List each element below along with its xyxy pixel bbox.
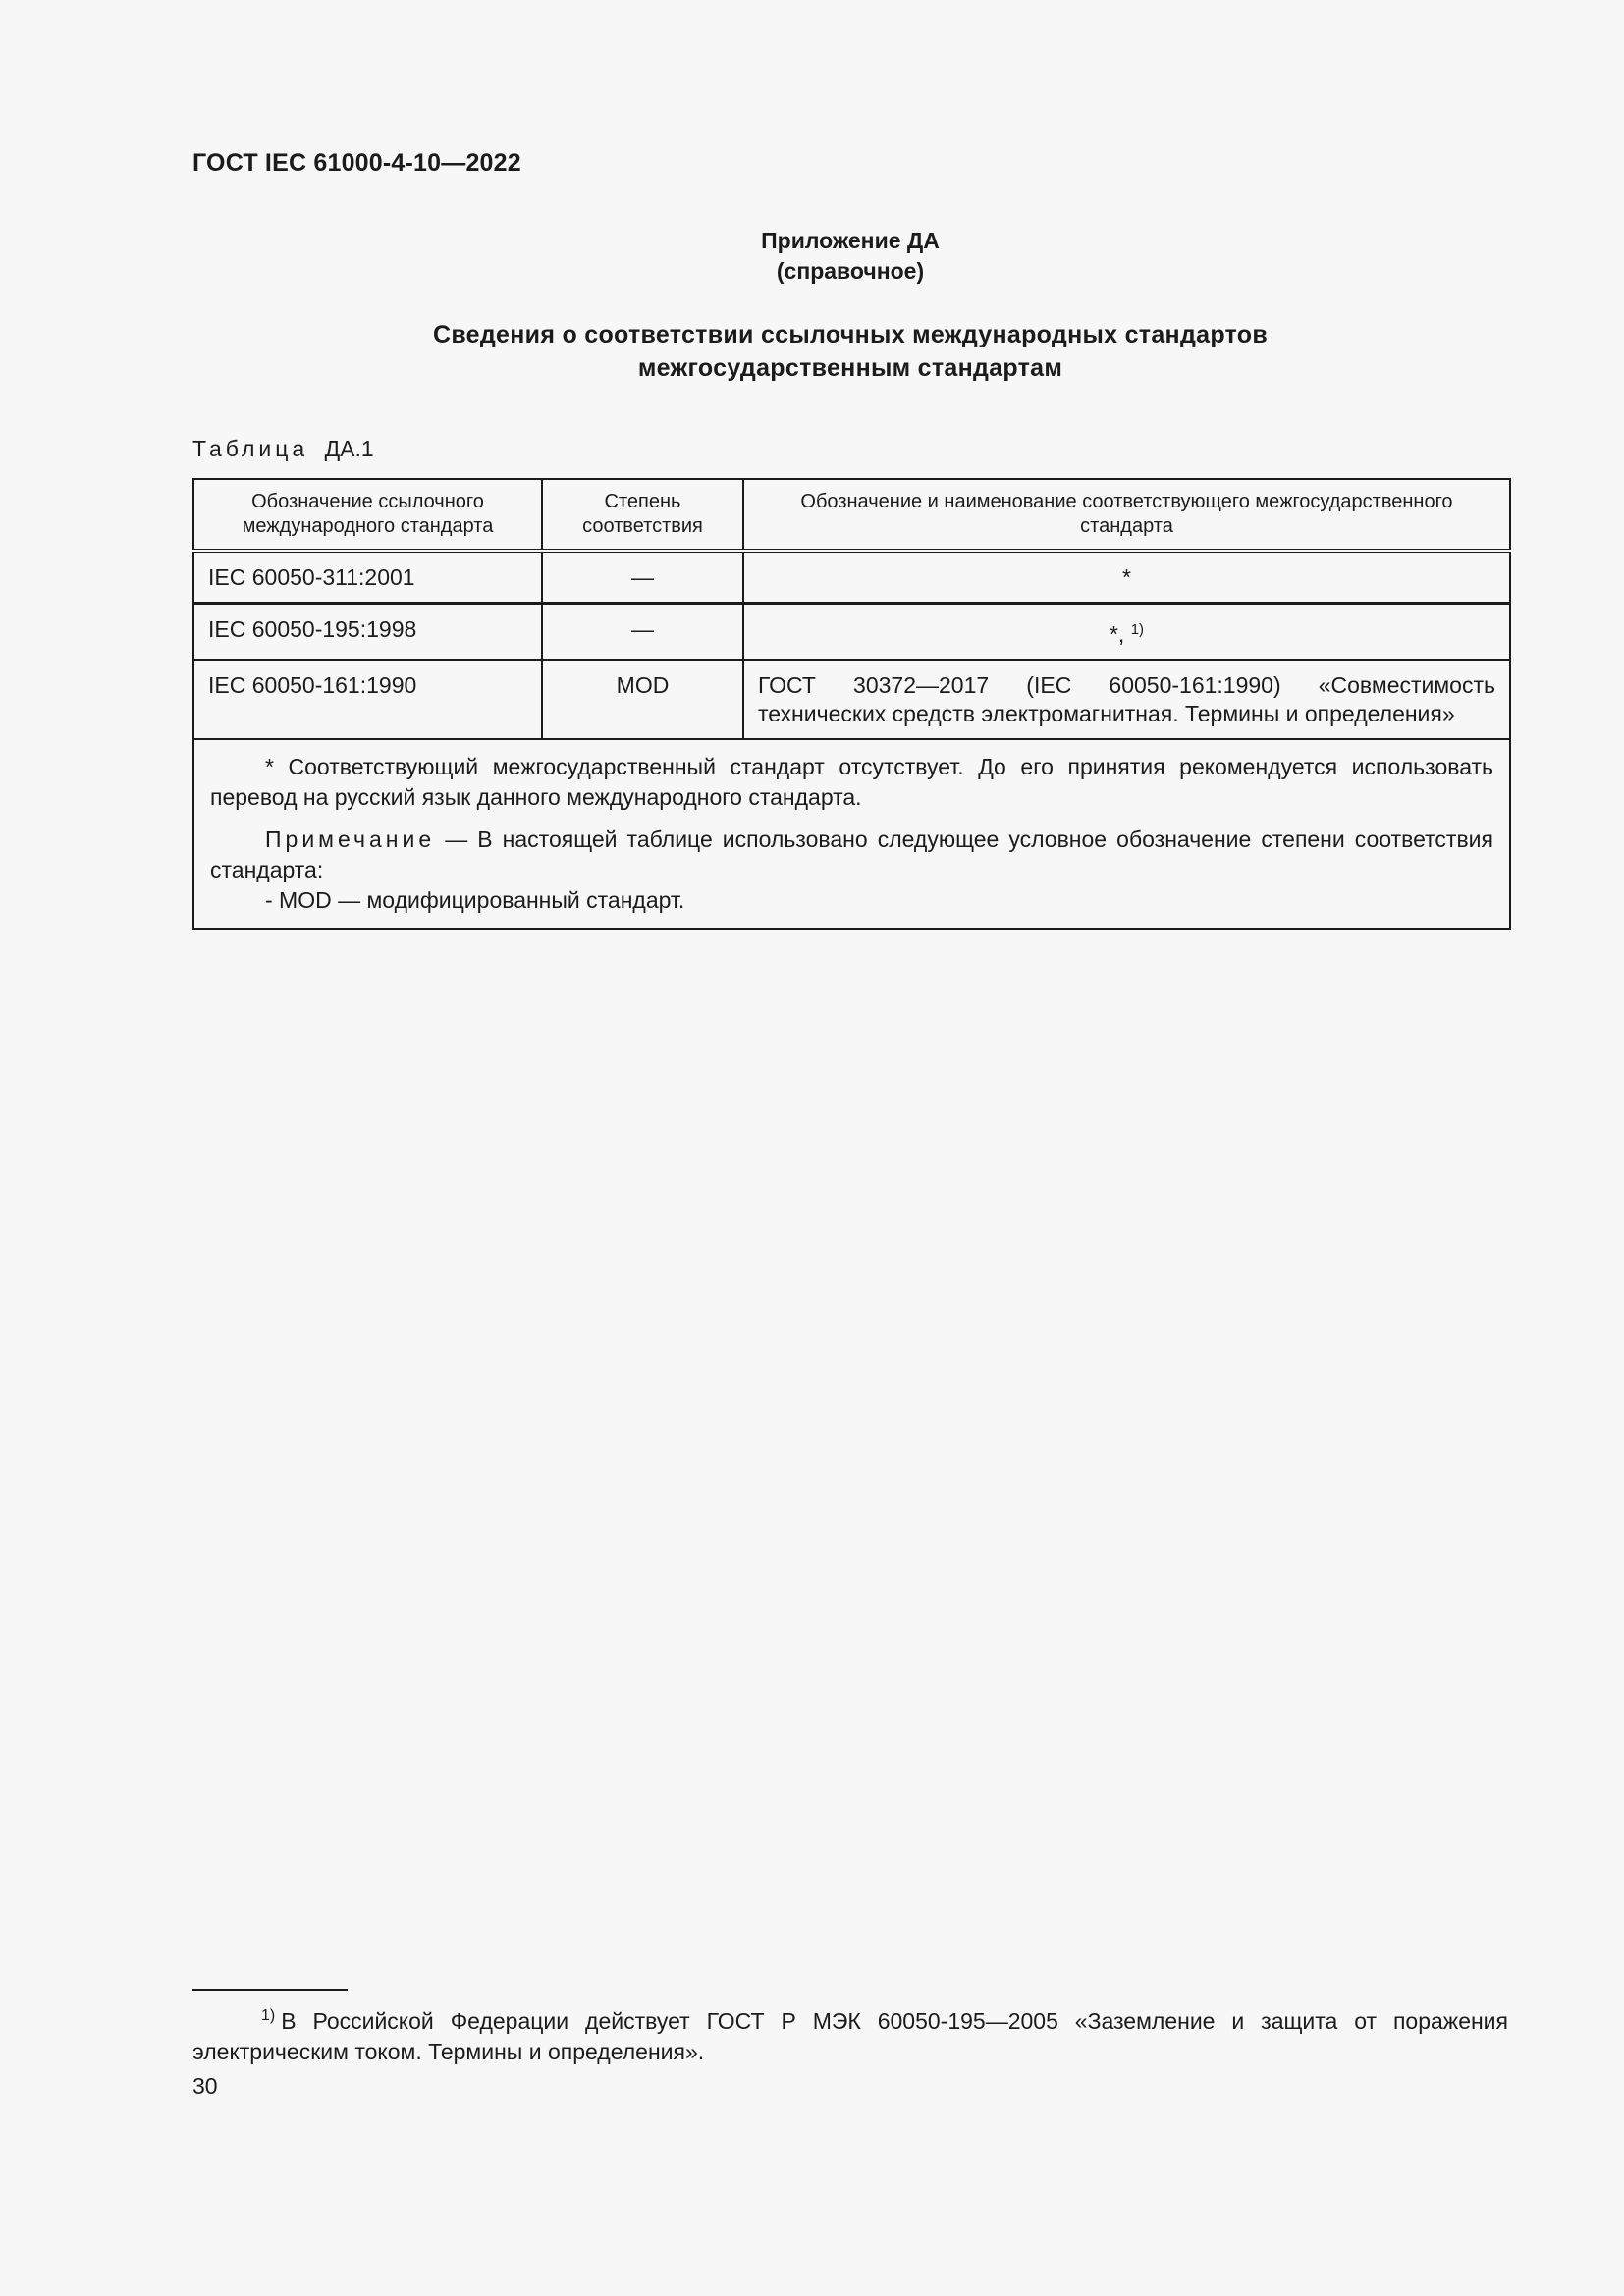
table-footer-row xyxy=(193,739,1510,929)
cell-national: ГОСТ 30372—2017 (IEC 60050-161:1990) «Совместимость технических средств электромагнитная. Термины и определения» xyxy=(743,660,1510,739)
annex-subtitle: (справочное) xyxy=(776,258,925,284)
cell-degree: MOD xyxy=(542,660,743,739)
table-row xyxy=(193,604,1510,661)
page-number: 30 xyxy=(192,2073,218,2099)
cell-ref: IEC 60050-161:1990 xyxy=(193,660,542,739)
table-caption xyxy=(192,436,374,462)
table-caption-word: Таблица xyxy=(192,436,309,461)
table-row xyxy=(193,551,1510,604)
note-paragraph xyxy=(210,825,1493,885)
annex-title: Приложение ДА xyxy=(761,228,940,253)
header-degree: Степень соответствия xyxy=(542,479,743,551)
cell-national xyxy=(743,551,1510,604)
section-title-line1: Сведения о соответствии ссылочных международных стандартов xyxy=(432,321,1269,348)
document-code: ГОСТ IEC 61000-4-10—2022 xyxy=(192,149,521,177)
cell-national xyxy=(743,604,1510,661)
table-header-row xyxy=(193,479,1510,551)
national-text: * xyxy=(1122,564,1131,590)
footnote xyxy=(192,2001,1508,2067)
section-title-line2: межгосударственным стандартам xyxy=(637,354,1063,382)
asterisk-note: * Соответствующий межгосударственный стандарт отсутствует. До его принятия рекомендуется использовать перевод на русский язык данного международного стандарта. xyxy=(210,754,1493,810)
footnote-divider xyxy=(192,1989,348,1991)
table-notes xyxy=(193,739,1510,929)
section-title xyxy=(192,318,1508,385)
footnote-mark: 1) xyxy=(261,2007,276,2024)
note-label: Примечание xyxy=(265,827,436,852)
footnote-reference: 1) xyxy=(1130,621,1145,638)
cell-ref: IEC 60050-195:1998 xyxy=(193,604,542,661)
annex-heading xyxy=(192,226,1508,287)
correspondence-table xyxy=(192,478,1511,930)
table-caption-number: ДА.1 xyxy=(324,436,374,461)
cell-degree: — xyxy=(542,604,743,661)
mod-definition: - MOD — модифицированный стандарт. xyxy=(265,887,685,913)
cell-ref: IEC 60050-311:2001 xyxy=(193,551,542,604)
footnote-text: В Российской Федерации действует ГОСТ Р МЭК 60050-195—2005 «Заземление и защита от поражения электрическим током. Термины и определения». xyxy=(192,2008,1508,2064)
header-reference-standard: Обозначение ссылочного международного стандарта xyxy=(193,479,542,551)
table-row xyxy=(193,660,1510,739)
national-text: *, xyxy=(1109,621,1125,647)
header-national-standard: Обозначение и наименование соответствующего межгосударственного стандарта xyxy=(743,479,1510,551)
note-text: — В настоящей таблице использовано следующее условное обозначение степени соответствия стандарта: xyxy=(210,827,1493,882)
cell-degree: — xyxy=(542,551,743,604)
